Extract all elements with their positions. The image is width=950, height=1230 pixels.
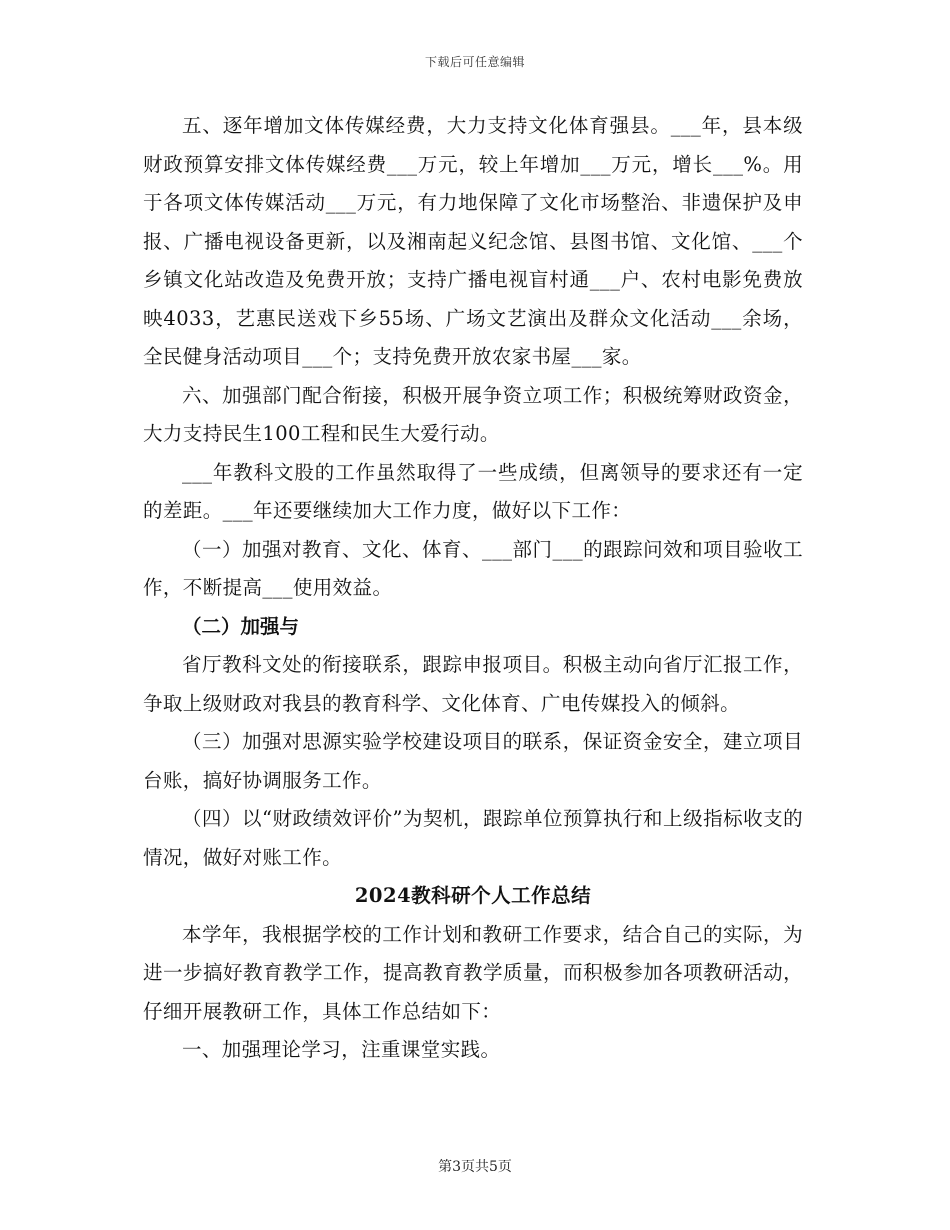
page-number: 第3页共5页 bbox=[438, 1159, 512, 1175]
paragraph-next-year-plan: ___年教科文股的工作虽然取得了一些成绩，但离领导的要求还有一定的差距。___年还要继续加大工作力度，做好以下工作： bbox=[143, 460, 803, 522]
paragraph-6-coordination: 六、加强部门配合衔接，积极开展争资立项工作；积极统筹财政资金，大力支持民生100工程和民生大爱行动。 bbox=[143, 383, 803, 445]
paragraph-item-3: （三）加强对思源实验学校建设项目的联系，保证资金安全，建立项目台账，搞好协调服务工作。 bbox=[143, 730, 803, 792]
paragraph-summary-point-1: 一、加强理论学习，注重课堂实践。 bbox=[182, 1038, 501, 1061]
paragraph-item-2-body: 省厅教科文处的衔接联系，跟踪申报项目。积极主动向省厅汇报工作，争取上级财政对我县的教育科学、文化体育、广电传媒投入的倾斜。 bbox=[143, 653, 803, 715]
document-body bbox=[143, 107, 803, 1070]
paragraph-item-1: （一）加强对教育、文化、体育、___部门___的跟踪问效和项目验收工作，不断提高___使用效益。 bbox=[143, 537, 803, 599]
page-header-note: 下载后可任意编辑 bbox=[424, 55, 525, 69]
section-title: 2024教科研个人工作总结 bbox=[354, 884, 592, 907]
paragraph-item-4: （四）以“财政绩效评价”为契机，跟踪单位预算执行和上级指标收支的情况，做好对账工作。 bbox=[143, 807, 803, 869]
paragraph-5-funding: 五、逐年增加文体传媒经费，大力支持文化体育强县。___年，县本级财政预算安排文体传媒经费___万元，较上年增加___万元，增长___%。用于各项文体传媒活动___万元，有力地保障了文化市场整治、非遗保护及申报、广播电视设备更新，以及湘南起义纪念馆、县图书馆、文化馆、___个乡镇文化站改造及免费开放；支持广播电视盲村通___户、农村电影免费放映4033，艺惠民送戏下乡55场、广场文艺演出及群众文化活动___余场，全民健身活动项目___个；支持免费开放农家书屋___家。 bbox=[143, 114, 803, 368]
item-2-heading: （二）加强与 bbox=[182, 614, 300, 638]
paragraph-summary-intro: 本学年，我根据学校的工作计划和教研工作要求，结合自己的实际，为进一步搞好教育教学工作，提高教育教学质量，而积极参加各项教研活动，仔细开展教研工作，具体工作总结如下： bbox=[143, 922, 803, 1023]
